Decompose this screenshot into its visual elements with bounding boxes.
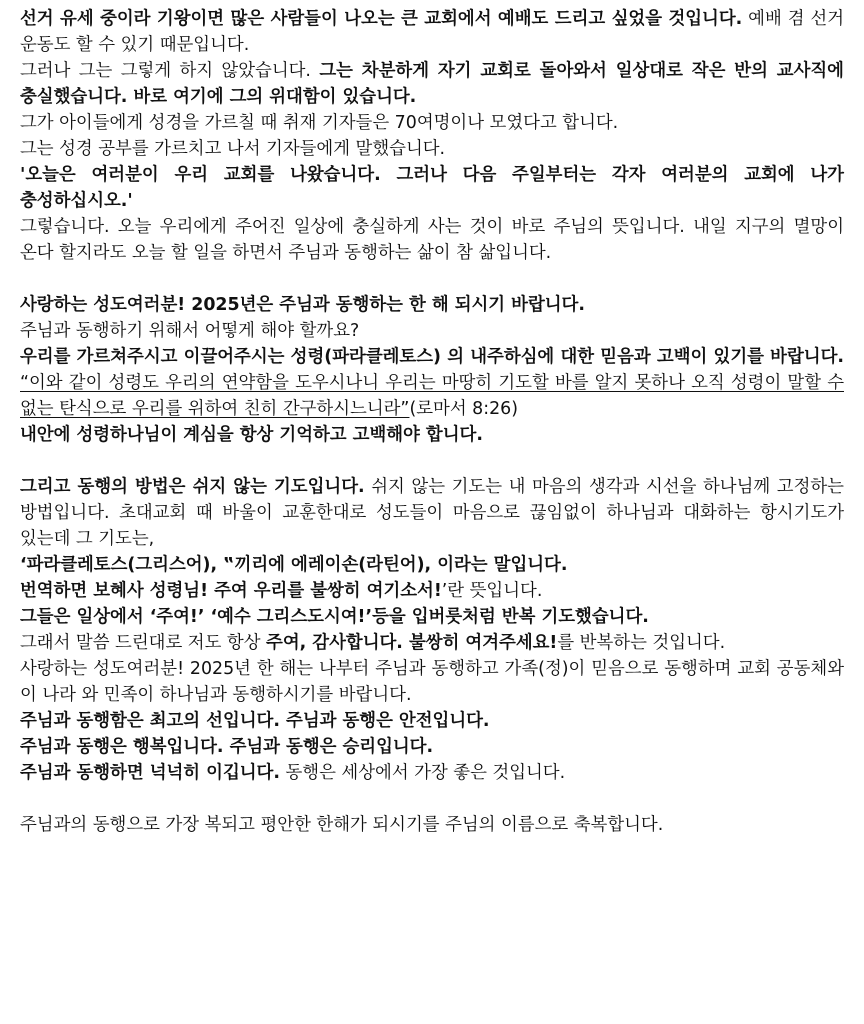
paragraph-16: 사랑하는 성도여러분! 2025년 한 해는 나부터 주님과 동행하고 가족(정)이 믿음으로 동행하며 교회 공동체와 이 나라 와 민족이 하나님과 동행하시기를 바랍니다.	[20, 659, 844, 705]
p19-bold: 주님과 동행하면 넉넉히 이깁니다.	[20, 763, 280, 783]
paragraph-17: 주님과 동행함은 최고의 선입니다. 주님과 동행은 안전입니다.	[20, 711, 490, 731]
p1-rest: 예배 겸 선거 운동도 할 수 있기 때문입니다.	[20, 9, 844, 55]
paragraph-8: 주님과 동행하기 위해서 어떻게 해야 할까요?	[20, 321, 360, 341]
p13-bold: 번역하면 보혜사 성령님! 주여 우리를 불쌍히 여기소서!	[20, 581, 442, 601]
paragraph-18: 주님과 동행은 행복입니다. 주님과 동행은 승리입니다.	[20, 737, 434, 757]
paragraph-9	[20, 344, 844, 422]
p9-bold: 우리를 가르쳐주시고 이끌어주시는 성령(파라클레토스) 의 내주하심에 대한 믿음과 고백이 있기를 바랍니다.	[20, 347, 844, 367]
paragraph-6: 그렇습니다. 오늘 우리에게 주어진 일상에 충실하게 사는 것이 바로 주님의 뜻입니다. 내일 지구의 멸망이 온다 할지라도 오늘 할 일을 하면서 주님과 동행하는 삶이 참 삶입니다.	[20, 217, 844, 263]
paragraph-13	[20, 578, 844, 604]
paragraph-20: 주님과의 동행으로 가장 복되고 평안한 한해가 되시기를 주님의 이름으로 축복합니다.	[20, 815, 664, 835]
blank-line	[20, 786, 844, 812]
paragraph-4: 그는 성경 공부를 가르치고 나서 기자들에게 말했습니다.	[20, 139, 446, 159]
paragraph-19	[20, 760, 844, 786]
paragraph-15	[20, 630, 844, 656]
paragraph-12: ‘파라클레토스(그리스어), ‟끼리에 에레이손(라틴어), 이라는 말입니다.	[20, 555, 568, 575]
paragraph-3: 그가 아이들에게 성경을 가르칠 때 취재 기자들은 70여명이나 모였다고 합니다.	[20, 113, 619, 133]
paragraph-14: 그들은 일상에서 ‘주여!’ ‘예수 그리스도시여!’등을 입버릇처럼 반복 기도했습니다.	[20, 607, 649, 627]
p11-rest: 쉬지 않는 기도는 내 마음의 생각과 시선을 하나님께 고정하는 방법입니다. 초대교회 때 바울이 교훈한대로 성도들이 마음으로 끊임없이 하나님과 대화하는 항시기도가 있는데 그 기도는,	[20, 477, 844, 549]
p15-rest: 를 반복하는 것입니다.	[557, 633, 726, 653]
p1-bold: 선거 유세 중이라 기왕이면 많은 사람들이 나오는 큰 교회에서 예배도 드리고 싶었을 것입니다.	[20, 9, 743, 29]
paragraph-5: '오늘은 여러분이 우리 교회를 나왔습니다. 그러나 다음 주일부터는 각자 여러분의 교회에 나가 충성하십시오.'	[20, 165, 844, 211]
p11-bold: 그리고 동행의 방법은 쉬지 않는 기도입니다.	[20, 477, 365, 497]
p2-bold: 그는 차분하게 자기 교회로 돌아와서 일상대로 작은 반의 교사직에 충실했습니다. 바로 여기에 그의 위대함이 있습니다.	[20, 61, 844, 107]
p13-rest: ’란 뜻입니다.	[441, 581, 543, 601]
p15-plain: 그래서 말씀 드린대로 저도 항상	[20, 633, 267, 653]
paragraph-11	[20, 474, 844, 552]
blank-line	[20, 448, 844, 474]
paragraph-1	[20, 6, 844, 58]
paragraph-10: 내안에 성령하나님이 계심을 항상 기억하고 고백해야 합니다.	[20, 425, 483, 445]
p2-plain: 그러나 그는 그렇게 하지 않았습니다.	[20, 61, 320, 81]
p9-reference: (로마서 8:26)	[409, 399, 519, 419]
paragraph-2	[20, 58, 844, 110]
blank-line	[20, 266, 844, 292]
paragraph-7: 사랑하는 성도여러분! 2025년은 주님과 동행하는 한 해 되시기 바랍니다.	[20, 295, 585, 315]
p15-bold: 주여, 감사합니다. 불쌍히 여겨주세요!	[266, 633, 558, 653]
p9-quote: “이와 같이 성령도 우리의 연약함을 도우시나니 우리는 마땅히 기도할 바를 알지 못하나 오직 성령이 말할 수 없는 탄식으로 우리를 위하여 친히 간구하시느니라”	[20, 373, 844, 419]
p19-rest: 동행은 세상에서 가장 좋은 것입니다.	[279, 763, 566, 783]
